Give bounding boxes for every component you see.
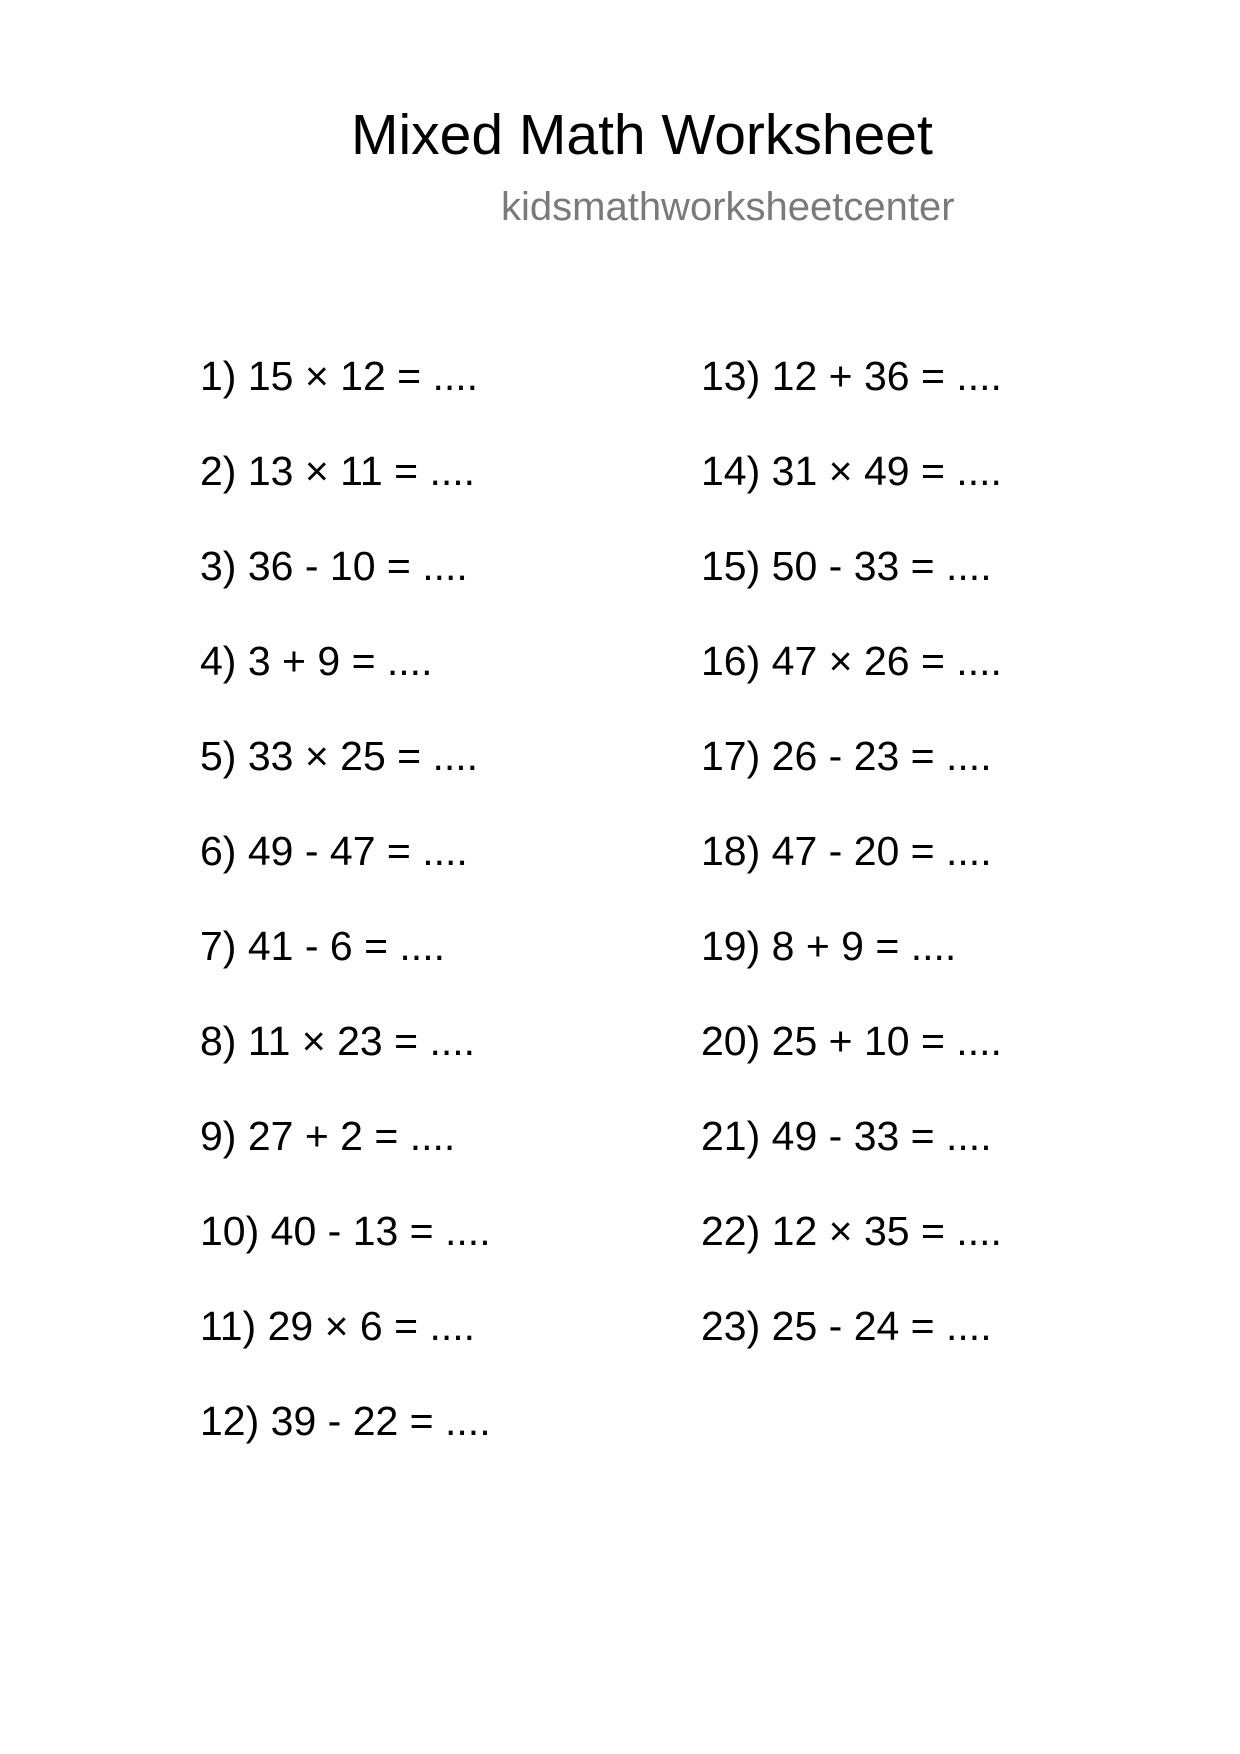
- problem-15: 15) 50 - 33 = ....: [701, 543, 992, 589]
- problem-20: 20) 25 + 10 = ....: [701, 1018, 1002, 1064]
- problem-10: 10) 40 - 13 = ....: [200, 1208, 491, 1254]
- problem-12: 12) 39 - 22 = ....: [200, 1398, 491, 1444]
- problem-4: 4) 3 + 9 = ....: [200, 638, 433, 684]
- problem-1: 1) 15 × 12 = ....: [200, 353, 479, 399]
- problem-13: 13) 12 + 36 = ....: [701, 353, 1002, 399]
- problem-9: 9) 27 + 2 = ....: [200, 1113, 456, 1159]
- worksheet-source: kidsmathworksheetcenter: [501, 185, 955, 229]
- problem-7: 7) 41 - 6 = ....: [200, 923, 445, 969]
- problem-11: 11) 29 × 6 = ....: [200, 1303, 476, 1349]
- worksheet-title: Mixed Math Worksheet: [351, 103, 933, 167]
- problem-6: 6) 49 - 47 = ....: [200, 828, 468, 874]
- problem-18: 18) 47 - 20 = ....: [701, 828, 992, 874]
- problem-16: 16) 47 × 26 = ....: [701, 638, 1002, 684]
- problem-21: 21) 49 - 33 = ....: [701, 1113, 992, 1159]
- problem-19: 19) 8 + 9 = ....: [701, 923, 957, 969]
- problem-8: 8) 11 × 23 = ....: [200, 1018, 476, 1064]
- problem-22: 22) 12 × 35 = ....: [701, 1208, 1002, 1254]
- problem-17: 17) 26 - 23 = ....: [701, 733, 992, 779]
- problem-2: 2) 13 × 11 = ....: [200, 448, 476, 494]
- problem-5: 5) 33 × 25 = ....: [200, 733, 479, 779]
- problem-14: 14) 31 × 49 = ....: [701, 448, 1002, 494]
- problem-3: 3) 36 - 10 = ....: [200, 543, 468, 589]
- problem-23: 23) 25 - 24 = ....: [701, 1303, 992, 1349]
